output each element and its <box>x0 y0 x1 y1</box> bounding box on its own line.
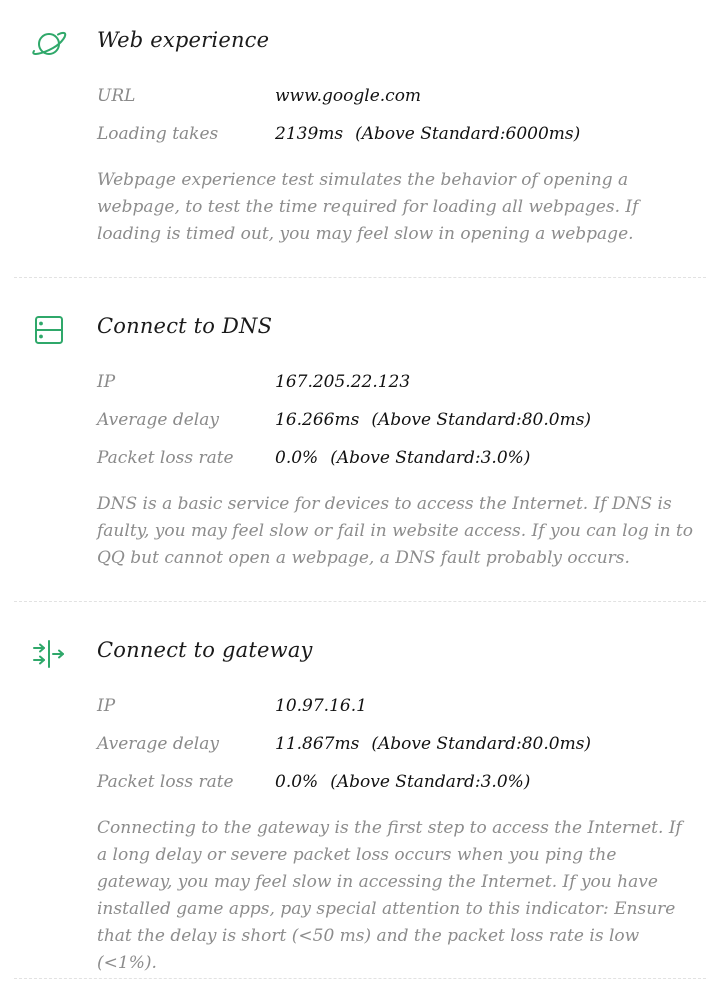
gateway-packet-loss-row <box>97 772 697 798</box>
packet-loss-label: Packet loss rate <box>97 772 234 792</box>
packet-loss-label: Packet loss rate <box>97 448 234 468</box>
loading-time-label: Loading takes <box>97 124 219 144</box>
gateway-arrows-icon <box>30 636 68 672</box>
packet-loss-standard: (Above Standard:3.0%) <box>330 448 531 468</box>
ip-value: 167.205.22.123 <box>275 372 411 392</box>
loading-time-value <box>275 124 580 144</box>
packet-loss-number: 0.0% <box>275 448 319 468</box>
ip-label: IP <box>97 372 116 392</box>
average-delay-value <box>275 410 591 430</box>
section-divider <box>14 601 706 602</box>
server-icon <box>30 312 68 348</box>
gateway-delay-row <box>97 734 697 760</box>
planet-icon <box>30 26 68 62</box>
ip-label: IP <box>97 696 116 716</box>
url-label: URL <box>97 86 136 106</box>
gateway-ip-row <box>97 696 697 722</box>
packet-loss-standard: (Above Standard:3.0%) <box>330 772 531 792</box>
average-delay-standard: (Above Standard:80.0ms) <box>371 410 592 430</box>
dns-description: DNS is a basic service for devices to access the Internet. If DNS is faulty, you may feel slow or fail in website access. If you can log in to QQ but cannot open a webpage, a DNS fault probably occurs. <box>97 494 693 568</box>
loading-time-row <box>97 124 697 150</box>
average-delay-label: Average delay <box>97 410 219 430</box>
loading-time-standard: (Above Standard:6000ms) <box>355 124 581 144</box>
average-delay-number: 16.266ms <box>275 410 360 430</box>
web-experience-description: Webpage experience test simulates the behavior of opening a webpage, to test the time required for loading all webpages. If loading is timed out, you may feel slow in opening a webpage. <box>97 170 639 244</box>
dns-delay-row <box>97 410 697 436</box>
section-title: Connect to DNS <box>97 314 273 338</box>
section-title: Connect to gateway <box>97 638 313 662</box>
packet-loss-value <box>275 772 530 792</box>
average-delay-standard: (Above Standard:80.0ms) <box>371 734 592 754</box>
section-title: Web experience <box>97 28 270 52</box>
dns-ip-row <box>97 372 697 398</box>
packet-loss-value <box>275 448 530 468</box>
url-value: www.google.com <box>275 86 422 106</box>
section-divider <box>14 277 706 278</box>
average-delay-label: Average delay <box>97 734 219 754</box>
packet-loss-number: 0.0% <box>275 772 319 792</box>
dns-packet-loss-row <box>97 448 697 474</box>
section-divider <box>14 978 706 979</box>
average-delay-number: 11.867ms <box>275 734 360 754</box>
ip-value: 10.97.16.1 <box>275 696 367 716</box>
gateway-description: Connecting to the gateway is the first step to access the Internet. If a long delay or severe packet loss occurs when you ping the gateway, you may feel slow in accessing the Internet. If you have installed game apps, pay special attention to this indicator: Ensure that the delay is short (<50 ms) and the packet loss rate is low (<1%). <box>97 818 682 973</box>
url-row <box>97 86 697 112</box>
loading-time-number: 2139ms <box>275 124 344 144</box>
average-delay-value <box>275 734 591 754</box>
